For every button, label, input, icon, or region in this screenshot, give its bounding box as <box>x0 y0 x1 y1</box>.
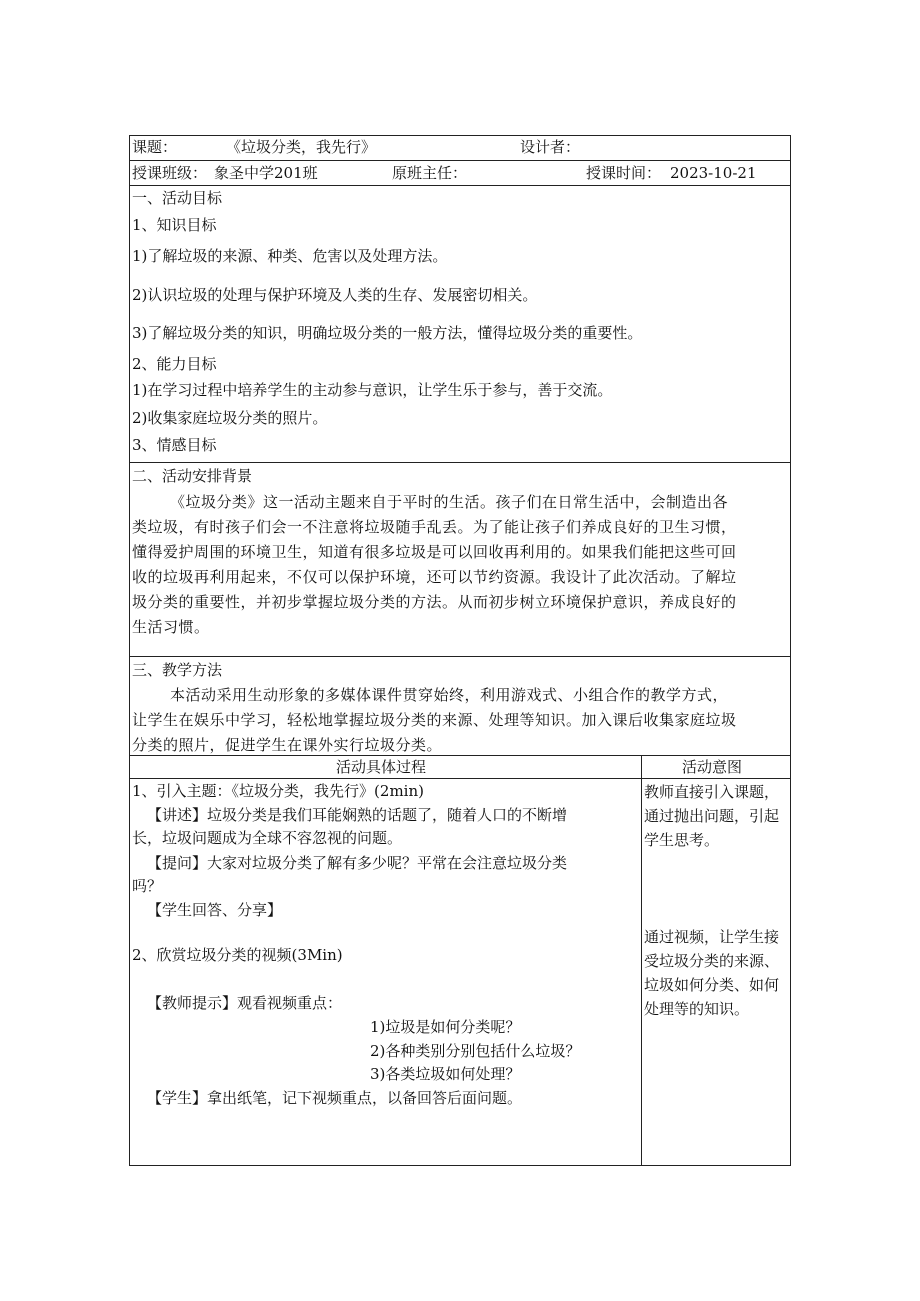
background-line: 圾分类的重要性，并初步掌握垃圾分类的方法。从而初步树立环境保护意识，养成良好的 <box>132 593 737 611</box>
background-heading: 二、活动安排背景 <box>132 467 253 485</box>
step-2-line: 【学生】拿出纸笔，记下视频重点，以备回答后面问题。 <box>147 1089 523 1107</box>
methods-heading: 三、教学方法 <box>132 661 223 679</box>
step-1-title: 1、引入主题：《垃圾分类，我先行》(2min) <box>132 782 424 800</box>
knowledge-item-2: 2)认识垃圾的处理与保护环境及人类的生存、发展密切相关。 <box>132 286 538 304</box>
process-column-header: 活动具体过程 <box>336 758 427 776</box>
intent-1-line: 教师直接引入课题， <box>644 783 780 801</box>
methods-line: 让学生在娱乐中学习，轻松地掌握垃圾分类的来源、处理等知识。加入课后收集家庭垃圾 <box>132 711 737 729</box>
methods-line: 分类的照片，促进学生在课外实行垃圾分类。 <box>132 736 443 754</box>
ability-item-2: 2)收集家庭垃圾分类的照片。 <box>132 409 328 427</box>
background-line: 《垃圾分类》这一活动主题来自于平时的生活。孩子们在日常生活中，会制造出各 <box>170 493 729 511</box>
step-2-question: 2)各种类别分别包括什么垃圾？ <box>370 1042 581 1060</box>
step-1-line: 【学生回答、分享】 <box>147 901 283 919</box>
step-1-line: 吗？ <box>132 877 163 895</box>
step-1-line: 长，垃圾问题成为全球不容忽视的问题。 <box>132 829 403 847</box>
knowledge-item-3: 3)了解垃圾分类的知识，明确垃圾分类的一般方法，懂得垃圾分类的重要性。 <box>132 324 643 342</box>
step-2-title: 2、欣赏垃圾分类的视频(3Min) <box>132 946 343 964</box>
teacher-label: 原班主任： <box>392 164 468 182</box>
row-divider-3 <box>129 462 791 463</box>
intent-column-header: 活动意图 <box>682 758 743 776</box>
intent-1-line: 通过抛出问题，引起 <box>644 807 780 825</box>
table-border-right <box>790 135 791 1166</box>
step-2-question: 3)各类垃圾如何处理？ <box>370 1065 521 1083</box>
intent-2-line: 通过视频，让学生接 <box>644 928 780 946</box>
step-1-line: 【讲述】垃圾分类是我们耳能娴熟的话题了，随着人口的不断增 <box>147 806 568 824</box>
table-border-top <box>129 135 791 136</box>
methods-paragraph <box>132 683 788 758</box>
course-title: 《垃圾分类，我先行》 <box>226 138 377 156</box>
designer-label: 设计者： <box>520 138 581 156</box>
background-line: 懂得爱护周围的环境卫生，知道有很多垃圾是可以回收再利用的。如果我们能把这些可回 <box>132 543 737 561</box>
row-divider-2 <box>129 185 791 186</box>
intent-2-line: 受垃圾分类的来源、 <box>644 952 780 970</box>
row-divider-6 <box>129 778 791 779</box>
row-divider-1 <box>129 160 791 161</box>
ability-heading: 2、能力目标 <box>132 355 217 373</box>
time-value: 2023-10-21 <box>670 164 757 182</box>
background-line: 类垃圾，有时孩子们会一不注意将垃圾随手乱丢。为了能让孩子们养成良好的卫生习惯， <box>132 518 737 536</box>
knowledge-item-1: 1)了解垃圾的来源、种类、危害以及处理方法。 <box>132 247 448 265</box>
time-label: 授课时间： <box>586 164 662 182</box>
methods-line: 本活动采用生动形象的多媒体课件贯穿始终，利用游戏式、小组合作的教学方式， <box>170 686 729 704</box>
goals-heading: 一、活动目标 <box>132 189 223 207</box>
background-line: 收的垃圾再利用起来，不仅可以保护环境，还可以节约资源。我设计了此次活动。了解垃 <box>132 568 737 586</box>
table-border-bottom <box>129 1165 791 1166</box>
class-label: 授课班级： <box>132 164 208 182</box>
intent-1-line: 学生思考。 <box>644 831 720 849</box>
intent-2-line: 处理等的知识。 <box>644 1000 750 1018</box>
table-border-left <box>129 135 130 1166</box>
background-line: 生活习惯。 <box>132 618 210 636</box>
row-divider-4 <box>129 656 791 657</box>
column-divider <box>641 755 642 1166</box>
step-2-line: 【教师提示】观看视频重点： <box>147 994 343 1012</box>
knowledge-heading: 1、知识目标 <box>132 216 217 234</box>
course-label: 课题： <box>132 138 178 156</box>
ability-item-1: 1)在学习过程中培养学生的主动参与意识，让学生乐于参与，善于交流。 <box>132 381 613 399</box>
step-2-question: 1)垃圾是如何分类呢？ <box>370 1018 521 1036</box>
background-paragraph <box>132 490 788 640</box>
class-value: 象圣中学201班 <box>214 164 318 182</box>
emotion-heading: 3、情感目标 <box>132 436 217 454</box>
step-1-line: 【提问】大家对垃圾分类了解有多少呢？平常在会注意垃圾分类 <box>147 854 568 872</box>
intent-2-line: 垃圾如何分类、如何 <box>644 976 780 994</box>
